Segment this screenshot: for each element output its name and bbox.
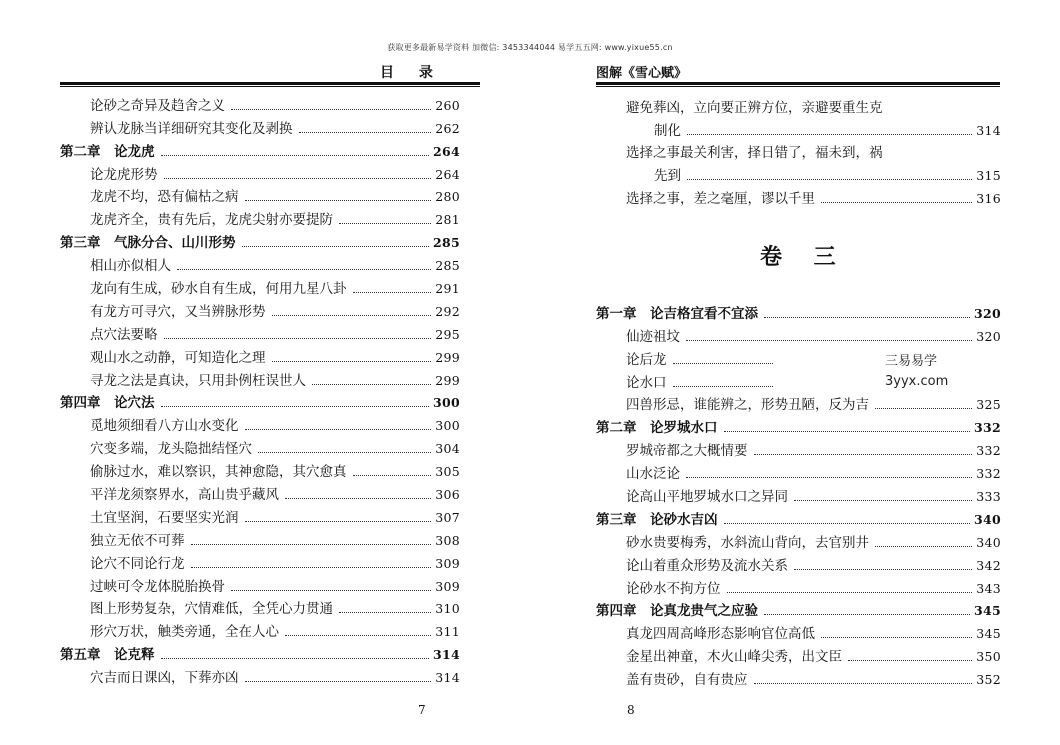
- toc-entry-title: 四兽形忌，谁能辨之，形势丑陋，反为吉: [626, 397, 869, 414]
- header-rule-thin: [596, 86, 1000, 87]
- dot-leader: [258, 452, 431, 453]
- toc-entry-title: 论水口: [626, 374, 667, 391]
- toc-entry: [60, 664, 460, 687]
- toc-entry-page: 300: [433, 395, 460, 411]
- dot-leader: [764, 614, 970, 615]
- volume-title: 卷 三: [760, 244, 848, 270]
- dot-leader: [191, 567, 432, 568]
- toc-entry-title: 穴吉而日课凶，下葬亦凶: [90, 670, 239, 687]
- toc-entry-page: 300: [435, 418, 460, 434]
- dot-leader: [724, 523, 971, 524]
- dot-leader: [312, 384, 431, 385]
- dot-leader: [764, 317, 970, 318]
- toc-entry: [60, 344, 460, 367]
- toc-entry-title: 制化: [654, 122, 681, 139]
- dot-leader: [299, 132, 432, 133]
- toc-entry-page: 281: [435, 212, 460, 228]
- dot-leader: [242, 246, 430, 247]
- toc-entry-page: 309: [435, 578, 460, 594]
- toc-entry-title: 观山水之动静，可知造化之理: [90, 349, 266, 366]
- dot-leader: [245, 200, 432, 201]
- toc-entry-page: 332: [976, 466, 1001, 482]
- toc-entry-title: 第三章 气脉分合、山川形势: [60, 235, 236, 252]
- top-banner: 获取更多最新易学资料 加微信: 3453344044 易学五五网: www.yixue55.cn: [387, 43, 673, 52]
- toc-entry-page: 308: [435, 532, 460, 548]
- toc-entry-title: 论穴不同论行龙: [90, 555, 185, 572]
- dot-leader: [353, 475, 432, 476]
- toc-entry: [596, 575, 1001, 598]
- dot-leader: [231, 109, 431, 110]
- toc-entry: [60, 618, 460, 641]
- toc-entry-page: 311: [435, 624, 460, 640]
- toc-entry: [60, 596, 460, 619]
- dot-leader: [245, 681, 432, 682]
- dot-leader: [245, 429, 432, 430]
- watermark-stamp: [885, 352, 948, 392]
- toc-entry-page: 315: [976, 168, 1001, 184]
- toc-entry: [596, 483, 1001, 506]
- toc-entry-title: 穴变多端，龙头隐拙结怪穴: [90, 441, 252, 458]
- toc-entry: [60, 321, 460, 344]
- toc-entry-title: 第二章 论龙虎: [60, 143, 155, 160]
- toc-list-left: [60, 92, 460, 687]
- toc-entry: [596, 185, 1001, 208]
- toc-entry-title: 真龙四周高峰形态影响官位高低: [626, 626, 815, 643]
- toc-entry-title: 第三章 论砂水吉凶: [596, 511, 718, 528]
- dot-leader: [164, 178, 432, 179]
- toc-entry-page: 352: [976, 672, 1001, 688]
- toc-entry: [60, 550, 460, 573]
- page-header-title: 目 录: [380, 65, 443, 81]
- toc-entry: [60, 206, 460, 229]
- toc-entry: [60, 458, 460, 481]
- toc-entry: [596, 529, 1001, 552]
- toc-entry-page: 306: [435, 487, 460, 503]
- dot-leader: [272, 361, 432, 362]
- toc-entry: [60, 527, 460, 550]
- toc-entry: [596, 94, 1001, 117]
- dot-leader: [821, 202, 972, 203]
- dot-leader: [231, 590, 431, 591]
- toc-entry-title: 避免葬凶，立向要正辨方位，亲避要重生克: [626, 99, 883, 116]
- toc-entry-page: 299: [435, 349, 460, 365]
- dot-leader: [754, 683, 973, 684]
- dot-leader: [687, 179, 972, 180]
- toc-entry-title: 第四章 论真龙贵气之应验: [596, 603, 758, 620]
- dot-leader: [245, 521, 432, 522]
- header-rule-thick: [596, 82, 1000, 85]
- toc-entry-page: 316: [976, 190, 1001, 206]
- toc-entry: [596, 643, 1001, 666]
- stamp-line-1: 三易易学: [885, 354, 938, 369]
- dot-leader: [161, 155, 430, 156]
- page-header-title: 图解《雪心赋》: [596, 66, 688, 81]
- toc-entry-page: 314: [976, 122, 1001, 138]
- toc-chapter-entry: [60, 138, 460, 161]
- toc-entry-page: 264: [433, 143, 460, 159]
- stamp-line-2: 3yyx.com: [885, 374, 949, 389]
- toc-entry-page: 340: [976, 534, 1001, 550]
- toc-entry-title: 龙虎不均，恐有偏枯之病: [90, 189, 239, 206]
- toc-entry-title: 第二章 论罗城水口: [596, 420, 718, 437]
- toc-chapter-entry: [596, 414, 1001, 437]
- toc-entry-title: 论山着重众形势及流水关系: [626, 557, 788, 574]
- toc-entry: [60, 298, 460, 321]
- toc-entry-title: 觅地须细看八方山水变化: [90, 418, 239, 435]
- toc-entry: [596, 117, 1001, 140]
- dot-leader: [161, 658, 430, 659]
- toc-entry-title: 选择之事，差之毫厘，谬以千里: [626, 190, 815, 207]
- toc-entry-page: 309: [435, 555, 460, 571]
- dot-leader: [794, 500, 972, 501]
- dot-leader: [353, 292, 432, 293]
- toc-entry: [60, 115, 460, 138]
- toc-entry-page: 292: [435, 303, 460, 319]
- dot-leader: [177, 269, 431, 270]
- dot-leader: [727, 592, 973, 593]
- toc-chapter-entry: [60, 229, 460, 252]
- toc-entry: [596, 620, 1001, 643]
- toc-entry: [60, 435, 460, 458]
- toc-entry: [60, 161, 460, 184]
- toc-entry-page: 285: [433, 235, 460, 251]
- toc-entry-page: 345: [974, 603, 1001, 619]
- toc-entry-page: 314: [435, 670, 460, 686]
- toc-entry-title: 论龙虎形势: [90, 166, 158, 183]
- toc-entry: [60, 367, 460, 390]
- toc-entry-title: 点穴法要略: [90, 326, 158, 343]
- toc-entry: [60, 252, 460, 275]
- dot-leader: [164, 338, 432, 339]
- toc-entry-page: 264: [435, 166, 460, 182]
- toc-entry-title: 过峡可令龙体脱胎换骨: [90, 578, 225, 595]
- toc-entry-title: 砂水贵要梅秀，水斜流山背向，去官别井: [626, 534, 869, 551]
- toc-entry-title: 偷脉过水，难以察识，其神愈隐，其穴愈真: [90, 464, 347, 481]
- dot-leader: [339, 223, 431, 224]
- toc-entry-page: 325: [976, 397, 1001, 413]
- toc-entry-page: 342: [976, 557, 1001, 573]
- toc-entry-title: 山水泛论: [626, 466, 680, 483]
- dot-leader: [191, 544, 432, 545]
- toc-entry: [596, 323, 1001, 346]
- toc-entry-title: 第四章 论穴法: [60, 395, 155, 412]
- dot-leader: [673, 386, 773, 387]
- toc-entry-title: 仙迹祖坟: [626, 328, 680, 345]
- toc-entry-title: 平洋龙须察界水，高山贵乎藏风: [90, 487, 279, 504]
- toc-entry-page: 280: [435, 189, 460, 205]
- toc-entry: [596, 552, 1001, 575]
- toc-entry: [60, 275, 460, 298]
- toc-entry-page: 320: [974, 305, 1001, 321]
- toc-entry-title: 相山亦似相人: [90, 258, 171, 275]
- toc-entry-title: 盖有贵砂，自有贵应: [626, 672, 748, 689]
- toc-entry-page: 332: [976, 443, 1001, 459]
- dot-leader: [339, 612, 431, 613]
- toc-entry-page: 350: [976, 649, 1001, 665]
- dot-leader: [875, 408, 972, 409]
- toc-entry-page: 291: [435, 281, 460, 297]
- dot-leader: [724, 431, 971, 432]
- toc-entry-page: 345: [976, 626, 1001, 642]
- toc-chapter-entry: [60, 641, 460, 664]
- toc-entry: [60, 573, 460, 596]
- dot-leader: [848, 660, 972, 661]
- dot-leader: [794, 569, 972, 570]
- dot-leader: [875, 546, 972, 547]
- toc-entry-title: 土宜坚润，石要坚实光润: [90, 509, 239, 526]
- toc-entry-page: 299: [435, 372, 460, 388]
- toc-entry-page: 310: [435, 601, 460, 617]
- toc-entry: [596, 437, 1001, 460]
- toc-entry-title: 有龙方可寻穴，又当辨脉形势: [90, 303, 266, 320]
- toc-entry: [596, 666, 1001, 689]
- toc-list-right-top: [596, 94, 1001, 208]
- dot-leader: [687, 134, 972, 135]
- toc-entry: [60, 504, 460, 527]
- toc-entry-title: 第一章 论吉格宜看不宜添: [596, 305, 758, 322]
- dot-leader: [285, 635, 431, 636]
- toc-entry-page: 343: [976, 580, 1001, 596]
- toc-entry-title: 罗城帝都之大概情要: [626, 443, 748, 460]
- dot-leader: [686, 477, 972, 478]
- toc-chapter-entry: [596, 300, 1001, 323]
- dot-leader: [161, 406, 430, 407]
- dot-leader: [754, 454, 973, 455]
- toc-entry: [596, 162, 1001, 185]
- toc-entry-page: 285: [435, 258, 460, 274]
- page-number: 8: [627, 703, 635, 717]
- toc-entry-title: 论后龙: [626, 351, 667, 368]
- toc-entry-title: 选择之事最关利害，择日错了，福未到，祸: [626, 145, 883, 162]
- toc-entry-title: 金星出神童，木火山峰尖秀，出文臣: [626, 649, 842, 666]
- toc-entry-title: 论高山平地罗城水口之异同: [626, 489, 788, 506]
- header-rule-thin: [60, 86, 480, 87]
- toc-entry-title: 寻龙之法是真诀，只用卦例枉误世人: [90, 372, 306, 389]
- toc-entry: [596, 140, 1001, 163]
- toc-entry-page: 332: [974, 420, 1001, 436]
- dot-leader: [673, 363, 773, 364]
- dot-leader: [686, 340, 972, 341]
- toc-entry-page: 262: [435, 120, 460, 136]
- toc-entry-page: 304: [435, 441, 460, 457]
- toc-entry-page: 320: [976, 328, 1001, 344]
- header-rule-thick: [60, 82, 480, 85]
- toc-entry-title: 论砂之奇异及趋舍之义: [90, 97, 225, 114]
- toc-entry-title: 先到: [654, 168, 681, 185]
- toc-chapter-entry: [596, 598, 1001, 621]
- toc-entry: [60, 412, 460, 435]
- toc-entry-page: 340: [974, 511, 1001, 527]
- toc-chapter-entry: [596, 506, 1001, 529]
- toc-entry-page: 307: [435, 509, 460, 525]
- dot-leader: [285, 498, 431, 499]
- toc-entry-page: 260: [435, 97, 460, 113]
- right-page: [530, 0, 1060, 745]
- toc-entry-page: 314: [433, 647, 460, 663]
- toc-entry-title: 辨认龙脉当详细研究其变化及剥换: [90, 120, 293, 137]
- dot-leader: [821, 637, 972, 638]
- toc-entry-page: 333: [976, 489, 1001, 505]
- toc-entry: [596, 392, 1001, 415]
- toc-entry: [60, 184, 460, 207]
- dot-leader: [272, 315, 432, 316]
- toc-entry-page: 295: [435, 326, 460, 342]
- toc-entry: [596, 460, 1001, 483]
- page-number: 7: [418, 703, 426, 717]
- toc-chapter-entry: [60, 390, 460, 413]
- toc-entry-page: 305: [435, 464, 460, 480]
- toc-entry-title: 独立无依不可葬: [90, 532, 185, 549]
- toc-entry-title: 龙虎齐全，贵有先后，龙虎尖射亦要提防: [90, 212, 333, 229]
- toc-entry: [60, 481, 460, 504]
- toc-entry-title: 龙向有生成，砂水自有生成，何用九星八卦: [90, 281, 347, 298]
- toc-entry: [60, 92, 460, 115]
- toc-entry-title: 图上形势复杂，穴情难低，全凭心力贯通: [90, 601, 333, 618]
- toc-entry-title: 论砂水不拘方位: [626, 580, 721, 597]
- toc-entry-title: 第五章 论克释: [60, 647, 155, 664]
- toc-entry-title: 形穴万状，触类旁通，全在人心: [90, 624, 279, 641]
